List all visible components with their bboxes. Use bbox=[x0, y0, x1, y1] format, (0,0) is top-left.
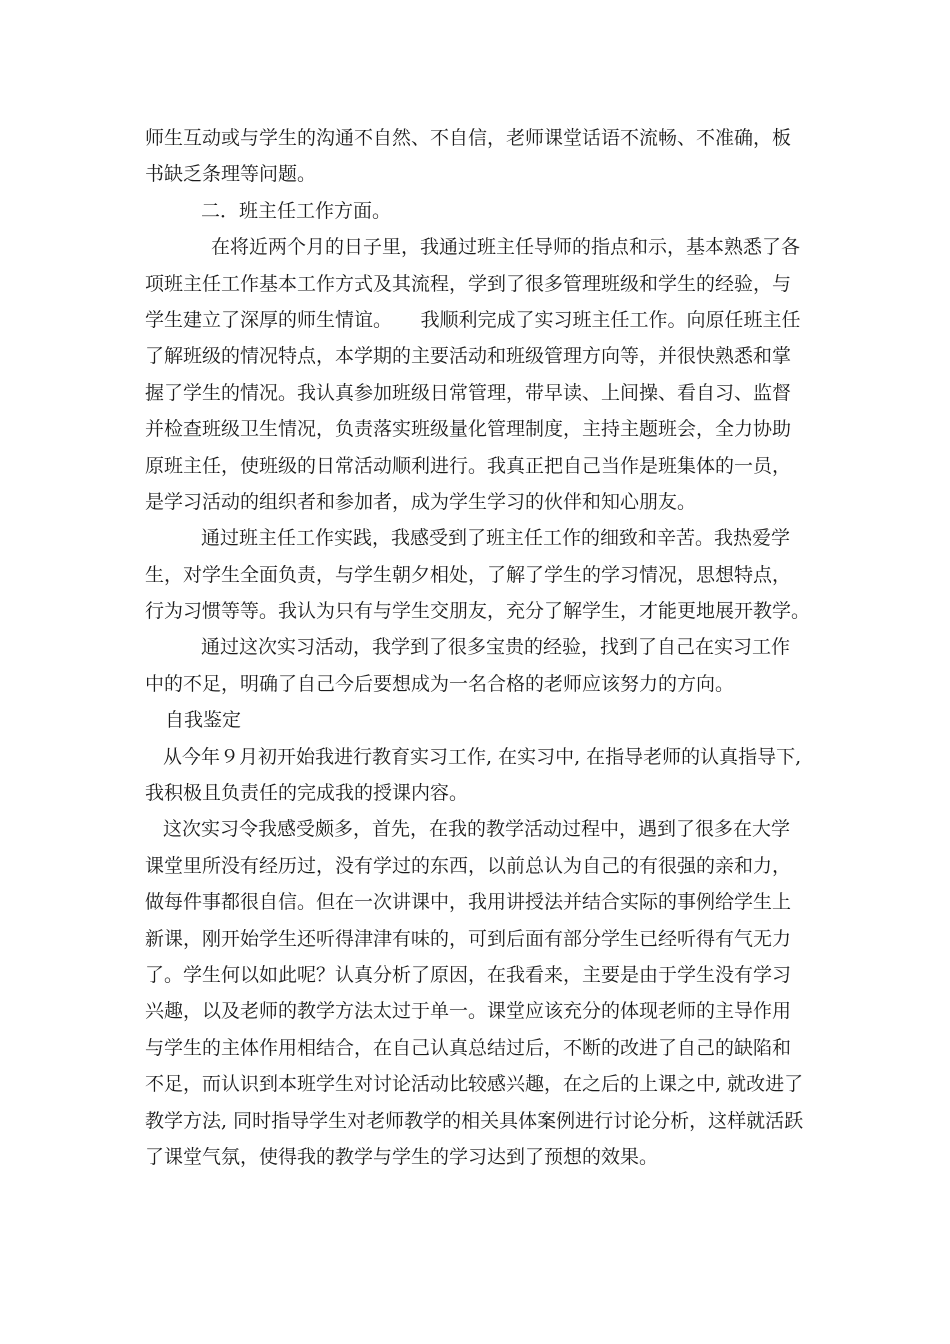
text-line: 了。学生何以如此呢？认真分析了原因，在我看来，主要是由于学生没有学习 bbox=[145, 963, 792, 986]
text-line: 握了学生的情况。我认真参加班级日常管理，带早读、上间操、看自习、监督 bbox=[145, 381, 792, 404]
text-line: 书缺乏条理等问题。 bbox=[145, 163, 317, 186]
text-line: 项班主任工作基本工作方式及其流程，学到了很多管理班级和学生的经验，与 bbox=[145, 272, 792, 295]
text-line: 自我鉴定 bbox=[165, 709, 242, 732]
text-line: 行为习惯等等。我认为只有与学生交朋友，充分了解学生，才能更地展开教学。 bbox=[145, 600, 811, 623]
text-line: 生，对学生全面负责，与学生朝夕相处，了解了学生的学习情况，思想特点， bbox=[145, 563, 792, 586]
text-line: 新课，刚开始学生还听得津津有味的，可到后面有部分学生已经听得有气无力 bbox=[145, 927, 792, 950]
text-line: 我积极且负责任的完成我的授课内容。 bbox=[145, 782, 469, 805]
text-line: 中的不足，明确了自己今后要想成为一名合格的老师应该努力的方向。 bbox=[145, 672, 735, 695]
text-line: 兴趣，以及老师的教学方法太过于单一。课堂应该充分的体现老师的主导作用 bbox=[145, 1000, 792, 1023]
text-line: 并检查班级卫生情况，负责落实班级量化管理制度，主持主题班会，全力协助 bbox=[145, 418, 792, 441]
text-line: 了课堂气氛，使得我的教学与学生的学习达到了预想的效果。 bbox=[145, 1145, 659, 1168]
text-line: 与学生的主体作用相结合，在自己认真总结过后，不断的改进了自己的缺陷和 bbox=[145, 1036, 792, 1059]
text-line: 通过这次实习活动，我学到了很多宝贵的经验，找到了自己在实习工作 bbox=[201, 636, 791, 659]
text-line: 做每件事都很自信。但在一次讲课中，我用讲授法并结合实际的事例给学生上 bbox=[145, 891, 792, 914]
text-line: 不足，而认识到本班学生对讨论活动比较感兴趣，在之后的上课之中, 就改进了 bbox=[145, 1073, 804, 1096]
text-line: 课堂里所没有经历过，没有学过的东西，以前总认为自己的有很强的亲和力， bbox=[145, 854, 792, 877]
text-line: 通过班主任工作实践，我感受到了班主任工作的细致和辛苦。我热爱学 bbox=[201, 527, 791, 550]
text-line: 二．班主任工作方面。 bbox=[201, 199, 392, 222]
text-line: 学生建立了深厚的师生情谊。 我顺利完成了实习班主任工作。向原任班主任 bbox=[145, 308, 801, 331]
text-line: 教学方法, 同时指导学生对老师教学的相关具体案例进行讨论分析，这样就活跃 bbox=[145, 1109, 804, 1132]
text-line: 了解班级的情况特点，本学期的主要活动和班级管理方向等，并很快熟悉和掌 bbox=[145, 345, 792, 368]
document-body bbox=[145, 120, 815, 1175]
text-line: 原班主任，使班级的日常活动顺利进行。我真正把自己当作是班集体的一员， bbox=[145, 454, 792, 477]
text-line: 是学习活动的组织者和参加者，成为学生学习的伙伴和知心朋友。 bbox=[145, 490, 697, 513]
text-line: 这次实习令我感受颇多，首先，在我的教学活动过程中，遇到了很多在大学 bbox=[163, 818, 791, 841]
text-line: 师生互动或与学生的沟通不自然、不自信，老师课堂话语不流畅、不准确，板 bbox=[145, 127, 792, 149]
text-line: 在将近两个月的日子里，我通过班主任导师的指点和示，基本熟悉了各 bbox=[211, 236, 801, 259]
text-line: 从今年９月初开始我进行教育实习工作, 在实习中, 在指导老师的认真指导下, bbox=[163, 745, 802, 768]
